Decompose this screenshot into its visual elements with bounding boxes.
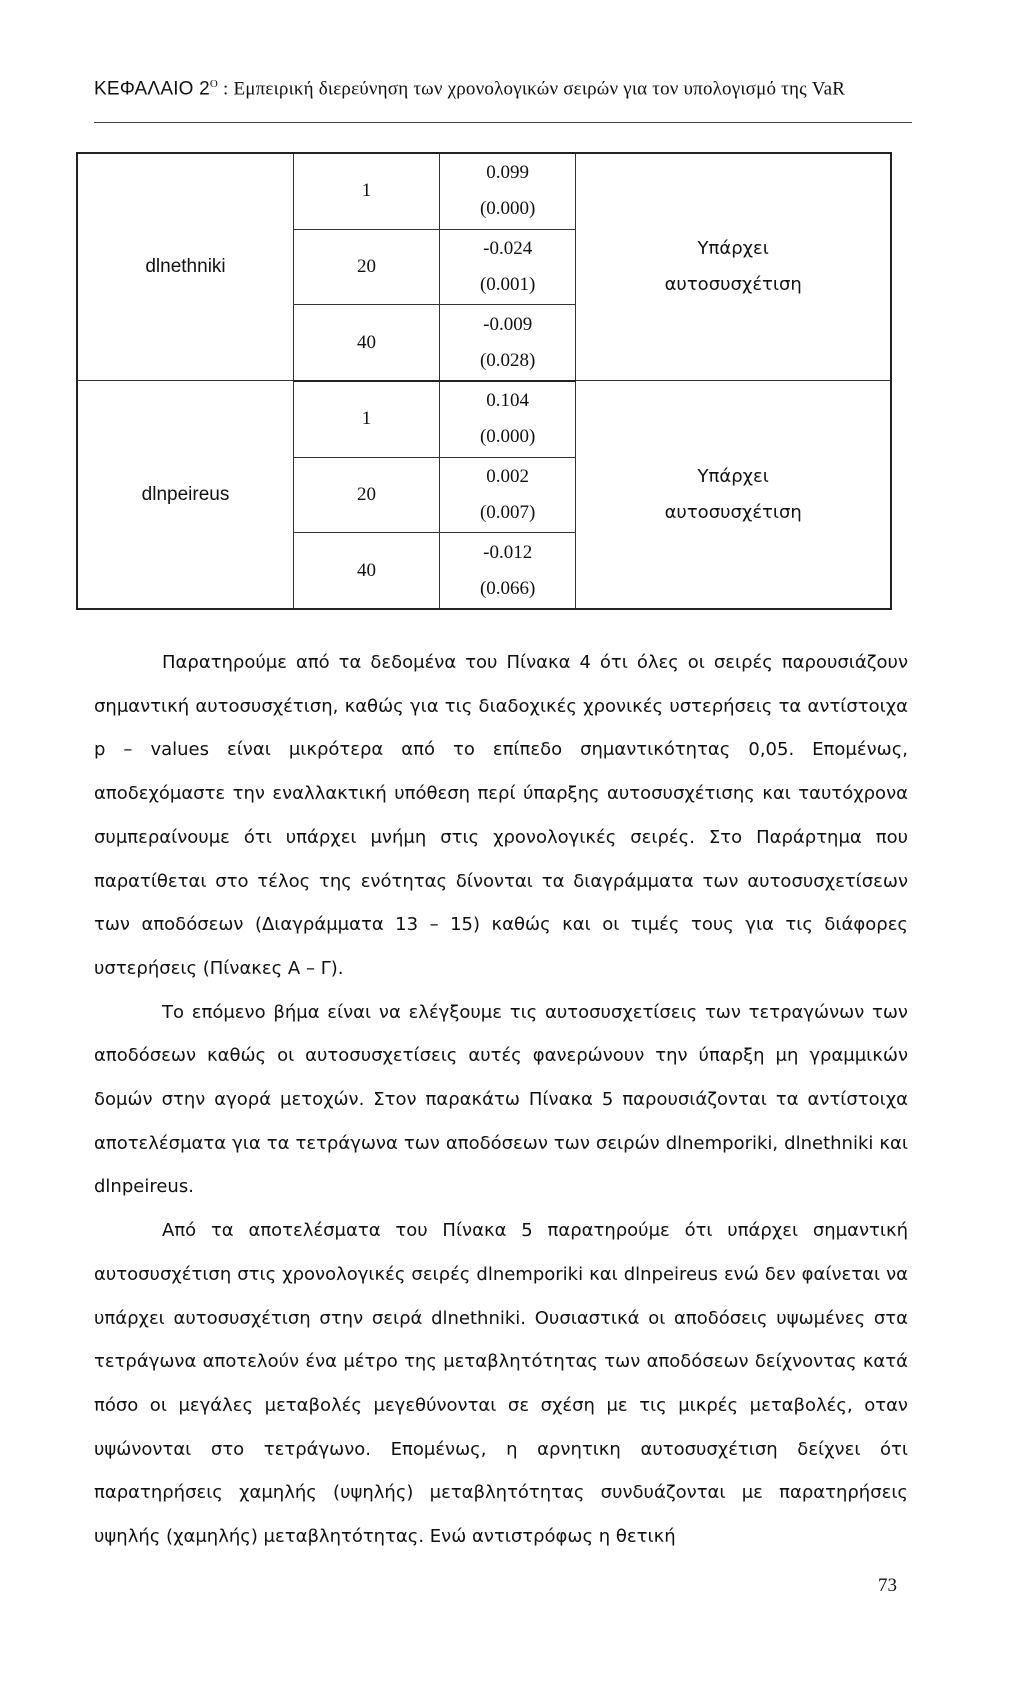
coefficient-cell	[440, 533, 576, 609]
chapter-label: ΚΕΦΑΛΑΙΟ 2	[94, 78, 210, 100]
running-header	[94, 78, 914, 100]
p-value: (0.007)	[479, 501, 536, 523]
body-text	[94, 641, 908, 1559]
chapter-superscript: Ο	[209, 78, 219, 90]
p-value: (0.001)	[479, 273, 536, 295]
p-value: (0.000)	[479, 426, 536, 448]
lag-cell: 1	[294, 381, 440, 457]
coefficient-value: -0.012	[483, 541, 533, 563]
series-name: dlnethniki	[77, 153, 294, 381]
table-row	[77, 381, 891, 457]
paragraph: Το επόμενο βήμα είναι να ελέγξουμε τις αυτοσυσχετίσεις των τετραγώνων των αποδόσεων καθώς οι αυτοσυσχετίσεις αυτές φανερώνουν την ύπαρξη μη γραμμικών δομών στην αγορά μετοχών. Στον παρακάτω Πίνακα 5 παρουσιάζονται τα αντίστοιχα αποτελέσματα για τα τετράγωνα των αποδόσεων των σειρών dlnemporiki, dlnethniki και dlnpeireus.	[94, 1001, 908, 1198]
header-rule	[94, 122, 912, 123]
coefficient-value: 0.104	[486, 390, 530, 412]
lag-cell: 20	[294, 457, 440, 533]
coefficient-cell	[440, 305, 576, 381]
coefficient-value: -0.009	[483, 313, 533, 335]
autocorrelation-table	[76, 152, 892, 610]
verdict-cell	[576, 153, 891, 381]
verdict-line: Υπάρχει	[697, 238, 769, 260]
series-name: dlnpeireus	[77, 381, 294, 609]
page-number: 73	[878, 1575, 897, 1596]
coefficient-cell	[440, 229, 576, 305]
coefficient-value: 0.099	[486, 162, 530, 184]
paragraph: Παρατηρούμε από τα δεδομένα του Πίνακα 4 ότι όλες οι σειρές παρουσιάζουν σημαντική αυτοσυσχέτιση, καθώς για τις διαδοχικές χρονικές υστερήσεις τα αντίστοιχα p – values είναι μικρότερα από το επίπεδο σημαντικότητας 0,05. Επομένως, αποδεχόμαστε την εναλλακτική υπόθεση περί ύπαρξης αυτοσυσχέτισης και ταυτόχρονα συμπεραίνουμε ότι υπάρχει μνήμη στις χρονολογικές σειρές. Στο Παράρτημα που παρατίθεται στο τέλος της ενότητας δίνονται τα διαγράμματα των αυτοσυσχετίσεων των αποδόσεων (Διαγράμματα 13 – 15) καθώς και οι τιμές τους για τις διάφορες υστερήσεις (Πίνακες Α – Γ).	[94, 652, 908, 979]
coefficient-value: -0.024	[483, 237, 533, 259]
lag-cell: 40	[294, 533, 440, 609]
lag-cell: 20	[294, 229, 440, 305]
p-value: (0.066)	[479, 577, 536, 599]
verdict-cell	[576, 381, 891, 609]
p-value: (0.000)	[479, 198, 536, 220]
coefficient-cell	[440, 153, 576, 229]
chapter-title: : Εμπειρική διερεύνηση των χρονολογικών σειρών για τον υπολογισμό της VaR	[218, 78, 846, 100]
lag-cell: 40	[294, 305, 440, 381]
paragraph: Από τα αποτελέσματα του Πίνακα 5 παρατηρούμε ότι υπάρχει σημαντική αυτοσυσχέτιση στις χρονολογικές σειρές dlnemporiki και dlnpeireus ενώ δεν φαίνεται να υπάρχει αυτοσυσχέτιση στην σειρά dlnethniki. Ουσιαστικά οι αποδόσεις υψωμένες στα τετράγωνα αποτελούν ένα μέτρο της μεταβλητότητας των αποδόσεων δείχνοντας κατά πόσο οι μεγάλες μεταβολές μεγεθύνονται σε σχέση με τις μικρές μεταβολές, οταν υψώνονται στο τετράγωνο. Επομένως, η αρνητικη αυτοσυσχέτιση δείχνει ότι παρατηρήσεις χαμηλής (υψηλής) μεταβλητότητας συνδυάζονται με παρατηρήσεις υψηλής (χαμηλής) μεταβλητότητας. Ενώ αντιστρόφως η θετική	[94, 1220, 908, 1548]
coefficient-value: 0.002	[486, 465, 530, 487]
coefficient-cell	[440, 457, 576, 533]
coefficient-cell	[440, 381, 576, 457]
p-value: (0.028)	[479, 349, 536, 371]
verdict-line: Υπάρχει	[697, 465, 769, 487]
verdict-line: αυτοσυσχέτιση	[664, 274, 802, 296]
table-row	[77, 153, 891, 229]
lag-cell: 1	[294, 153, 440, 229]
verdict-line: αυτοσυσχέτιση	[664, 501, 802, 523]
